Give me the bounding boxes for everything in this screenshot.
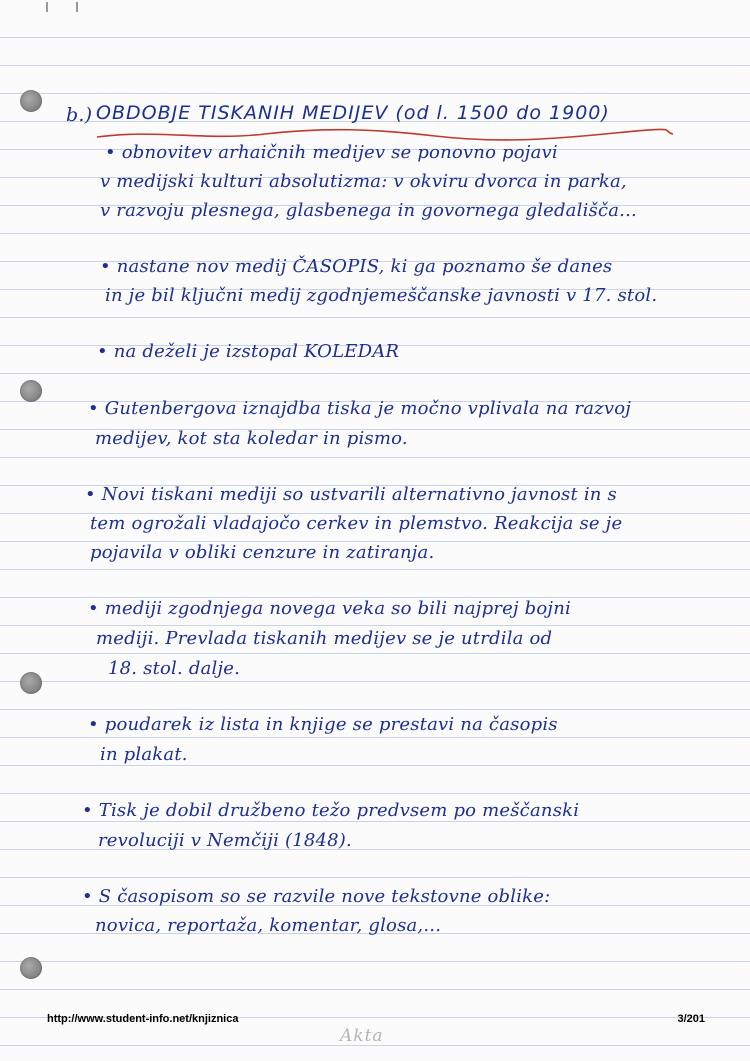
note-line: medijev, kot sta koledar in pismo. [95,428,408,449]
note-line: v razvoju plesnega, glasbenega in govornega gledališča... [100,200,637,221]
note-line: in je bil ključni medij zgodnjemeščanske javnosti v 17. stol. [105,285,658,306]
footer-url-link[interactable]: http://www.student-info.net/knjiznica [47,1013,239,1025]
note-line: • Tisk je dobil družbeno težo predvsem po meščanski [82,800,580,821]
note-line: • Gutenbergova iznajdba tiska je močno vplivala na razvoj [88,398,632,419]
note-line: 18. stol. dalje. [108,658,241,679]
note-line: mediji. Prevlada tiskanih medijev se je utrdila od [96,628,553,649]
note-line: novica, reportaža, komentar, glosa,... [95,915,442,936]
note-line: • mediji zgodnjega novega veka so bili najprej bojni [88,598,571,619]
note-line: • na deželi je izstopal KOLEDAR [97,341,400,362]
note-line: • Novi tiskani mediji so ustvarili alternativno javnost in s [85,484,617,505]
note-line: • S časopisom so se razvile nove tekstovne oblike: [82,886,551,907]
notebook-logo: Akta [340,1026,384,1046]
note-line: • obnovitev arhaičnih medijev se ponovno pojavi [105,142,558,163]
note-line: • poudarek iz lista in knjige se prestavi na časopis [88,714,558,735]
note-line: v medijski kulturi absolutizma: v okviru dvorca in parka, [100,171,627,192]
note-line: in plakat. [100,744,188,765]
page-number: 3/201 [677,1013,705,1025]
note-line: • nastane nov medij ČASOPIS, ki ga poznamo še danes [100,256,613,277]
section-title: OBDOBJE TISKANIH MEDIJEV (od l. 1500 do 1900) [96,102,610,124]
note-line: pojavila v obliki cenzure in zatiranja. [90,542,435,563]
note-line: revoluciji v Nemčiji (1848). [98,830,352,851]
section-marker: b.) [66,104,93,126]
note-line: tem ogrožali vladajočo cerkev in plemstvo. Reakcija se je [90,513,623,534]
